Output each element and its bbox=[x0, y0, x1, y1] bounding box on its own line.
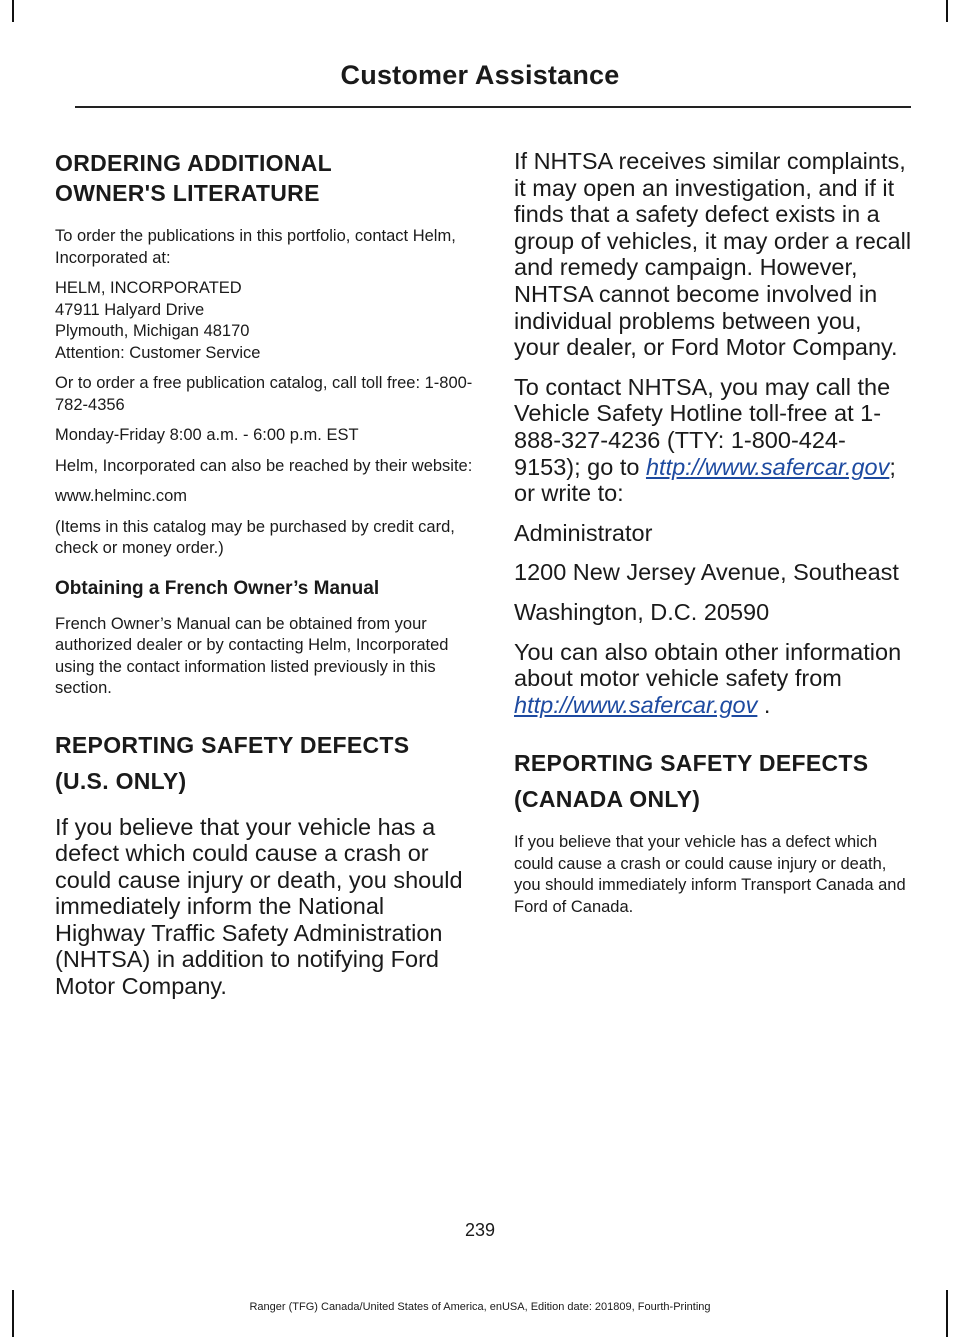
heading-ordering bbox=[55, 148, 477, 208]
paragraph-reporting-us: If you believe that your vehicle has a defect which could cause a crash or could cause injury or death, you should immediately inform the National Highway Traffic Safety Administration (NHTSA) in addition to notifying Ford Motor Company. bbox=[55, 813, 463, 1000]
crop-mark-bottom-right bbox=[946, 1290, 948, 1337]
page-number: 239 bbox=[464, 1220, 496, 1240]
paragraph-french-manual: French Owner’s Manual can be obtained from your authorized dealer or by contacting Helm, Incorporated using the contact information listed previously in this section. bbox=[55, 614, 449, 697]
more-info-text-end: . bbox=[757, 691, 771, 718]
address-street: 1200 New Jersey Avenue, Southeast bbox=[514, 559, 899, 586]
crop-mark-bottom-left bbox=[12, 1290, 14, 1337]
contact-text: To contact NHTSA, you may call the Vehicle Safety Hotline toll-free at 1-888-327-4236 (TTY: 1-800-424-9153); go to bbox=[514, 373, 891, 480]
paragraph-website: Helm, Incorporated can also be reached by their website: bbox=[55, 456, 473, 475]
address-line-street: 47911 Halyard Drive bbox=[55, 300, 205, 319]
address-line-attention: Attention: Customer Service bbox=[55, 343, 261, 362]
footer-edition: Ranger (TFG) Canada/United States of America, enUSA, Edition date: 201809, Fourth-Printing bbox=[249, 1301, 711, 1313]
heading-reporting-us-line-1: REPORTING SAFETY DEFECTS bbox=[55, 731, 410, 758]
heading-french-manual: Obtaining a French Owner’s Manual bbox=[55, 577, 380, 599]
paragraph-more-info bbox=[514, 639, 912, 719]
right-column bbox=[514, 148, 912, 927]
paragraph-catalog: Or to order a free publication catalog, call toll free: 1-800-782-4356 bbox=[55, 374, 473, 414]
paragraph-hours: Monday-Friday 8:00 a.m. - 6:00 p.m. EST bbox=[55, 426, 359, 444]
crop-mark-top-left bbox=[12, 0, 14, 22]
crop-mark-top-right bbox=[946, 0, 948, 22]
heading-reporting-canada-line-1: REPORTING SAFETY DEFECTS bbox=[514, 750, 869, 777]
page-title: Customer Assistance bbox=[340, 60, 620, 90]
header-divider bbox=[75, 106, 911, 108]
address-line-company: HELM, INCORPORATED bbox=[55, 279, 242, 297]
address-block bbox=[55, 278, 477, 364]
heading-reporting-canada bbox=[514, 748, 912, 814]
paragraph-contact-nhtsa bbox=[514, 374, 912, 507]
website-url: www.helminc.com bbox=[55, 487, 188, 505]
heading-reporting-us-line-2: (U.S. ONLY) bbox=[55, 767, 187, 794]
address-administrator: Administrator bbox=[514, 519, 653, 546]
paragraph-order: To order the publications in this portfolio, contact Helm, Incorporated at: bbox=[55, 227, 456, 267]
safercar-link[interactable]: http://www.safercar.gov bbox=[645, 453, 890, 480]
paragraph-reporting-canada: If you believe that your vehicle has a defect which could cause a crash or could cause injury or death, you should immediately inform Transport Canada and Ford of Canada. bbox=[514, 833, 906, 916]
heading-reporting-canada-line-2: (CANADA ONLY) bbox=[514, 786, 701, 813]
address-city: Washington, D.C. 20590 bbox=[514, 598, 770, 625]
left-column bbox=[55, 148, 477, 1013]
contact-text-end: ; or write to: bbox=[514, 453, 896, 507]
heading-reporting-us bbox=[55, 730, 477, 796]
paragraph-items: (Items in this catalog may be purchased by credit card, check or money order.) bbox=[55, 517, 455, 557]
heading-ordering-line-2: OWNER'S LITERATURE bbox=[55, 180, 320, 206]
paragraph-nhtsa: If NHTSA receives similar complaints, it may open an investigation, and if it finds that a safety defect exists in a group of vehicles, it may order a recall and remedy campaign. However, NHTSA cannot become involved in individual problems between you, your dealer, or Ford Motor Company. bbox=[514, 148, 912, 361]
more-info-text: You can also obtain other information about motor vehicle safety from bbox=[514, 638, 902, 692]
heading-ordering-line-1: ORDERING ADDITIONAL bbox=[55, 150, 333, 176]
safercar-link-2[interactable]: http://www.safercar.gov bbox=[514, 691, 758, 718]
address-line-city: Plymouth, Michigan 48170 bbox=[55, 322, 250, 340]
